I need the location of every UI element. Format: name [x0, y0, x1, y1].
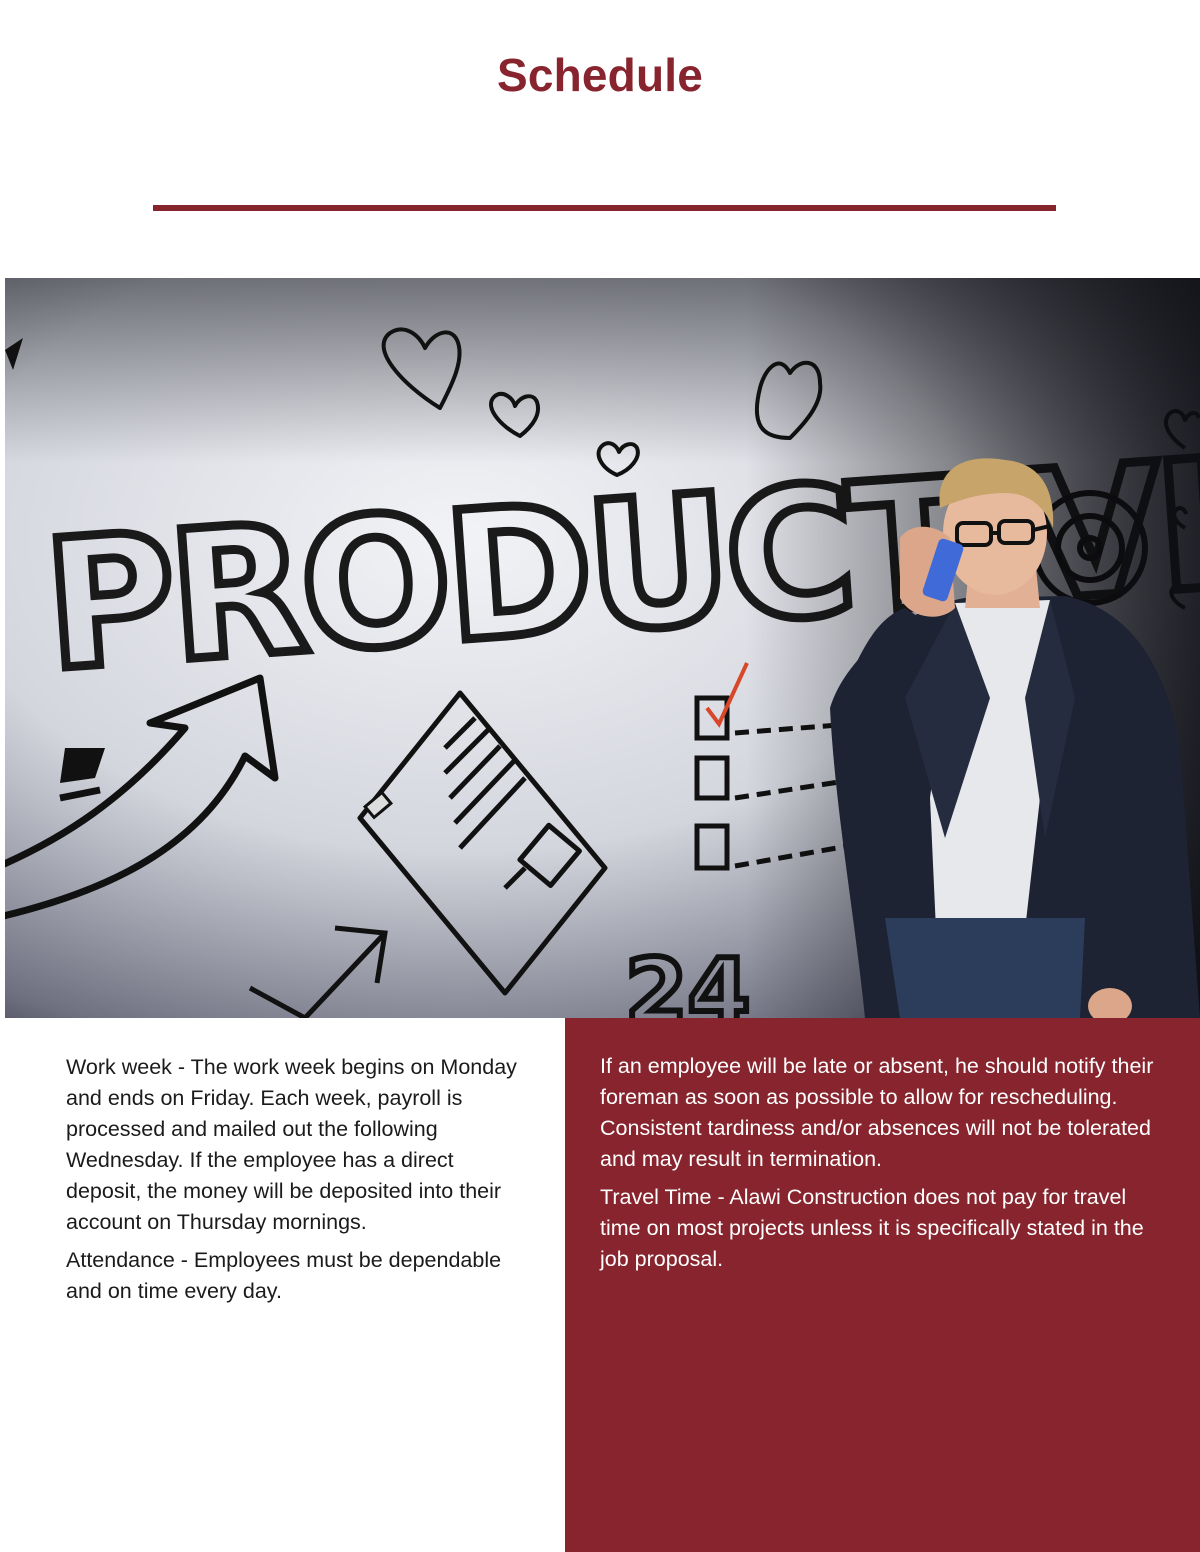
work-week-paragraph: Work week - The work week begins on Monday and ends on Friday. Each week, payroll is processed and mailed out the following Wednesday. If the employee has a direct deposit, the money will be deposited into their account on Thursday mornings.: [66, 1055, 517, 1234]
highlight-panel: [565, 1018, 1200, 1552]
page-title: Schedule: [496, 49, 704, 101]
travel-time-paragraph: Travel Time - Alawi Construction does not pay for travel time on most projects unless it is specifically stated in the job proposal.: [600, 1185, 1144, 1271]
left-column-text: [66, 1052, 526, 1314]
late-absent-paragraph: If an employee will be late or absent, he should notify their foreman as soon as possible to allow for rescheduling. Consistent tardiness and/or absences will not be tolerated and may result in termination.: [600, 1054, 1154, 1171]
right-column-text: [600, 1051, 1155, 1282]
title-divider: [153, 205, 1056, 211]
hero-photo: [5, 278, 1200, 1018]
attendance-paragraph: Attendance - Employees must be dependable and on time every day.: [66, 1248, 502, 1303]
